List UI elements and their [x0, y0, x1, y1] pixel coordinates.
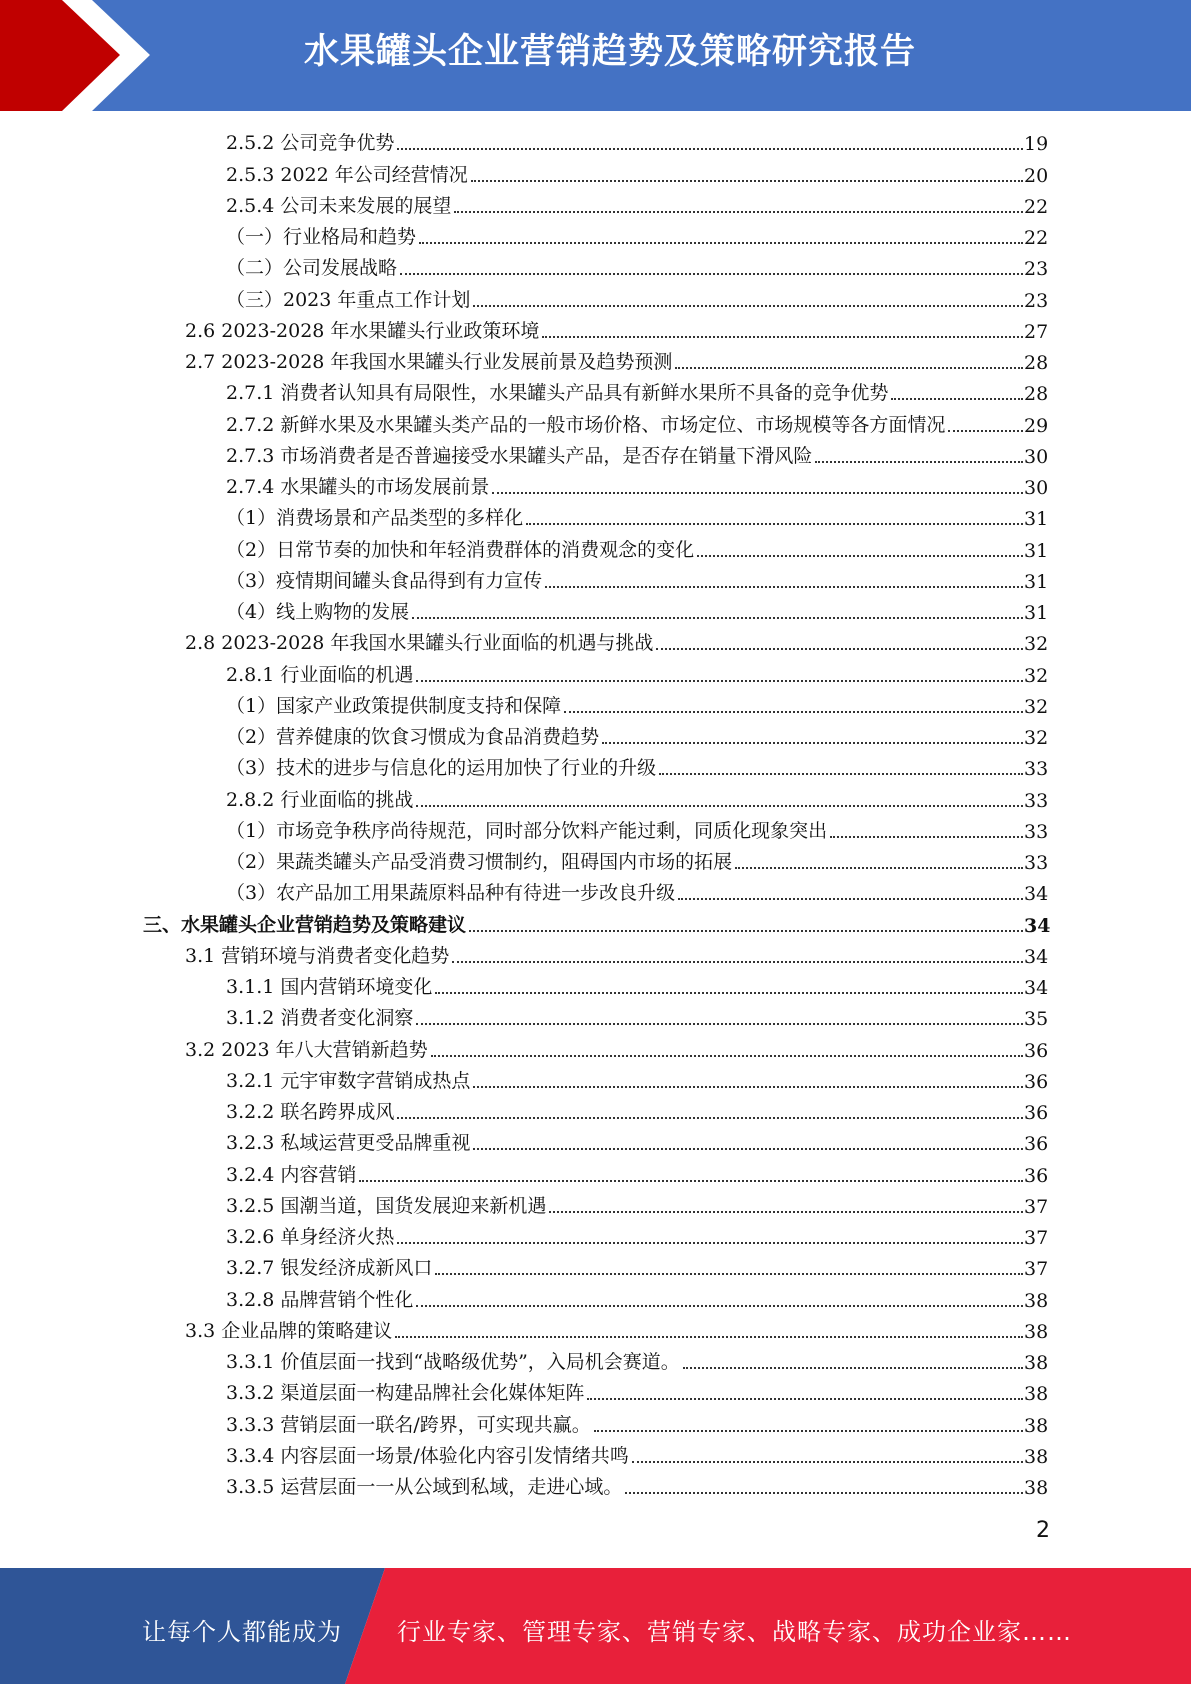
toc-leader-dots: [435, 992, 1023, 994]
toc-entry-title: 2.7 2023-2028 年我国水果罐头行业发展前景及趋势预测: [185, 351, 673, 373]
toc-entry[interactable]: [0, 846, 1191, 877]
toc-entry-title: 3.3.5 运营层面一一从公域到私域，走进心域。: [226, 1476, 623, 1498]
toc-entry[interactable]: [0, 533, 1191, 564]
toc-entry-title: （2）果蔬类罐头产品受消费习惯制约，阻碍国内市场的拓展: [226, 851, 733, 873]
report-title: 水果罐头企业营销趋势及策略研究报告: [303, 32, 916, 72]
toc-entry-title: （4）线上购物的发展: [226, 601, 410, 623]
toc-entry[interactable]: [0, 1033, 1191, 1064]
toc-entry-page: 23: [1024, 289, 1049, 312]
toc-entry-page: 33: [1024, 852, 1049, 874]
toc-entry[interactable]: [0, 1158, 1191, 1189]
toc-leader-dots: [545, 586, 1023, 588]
toc-leader-dots: [416, 680, 1023, 682]
toc-entry-title: 3.2.8 品牌营销个性化: [226, 1288, 414, 1311]
toc-leader-dots: [469, 930, 1023, 932]
toc-entry[interactable]: [0, 596, 1191, 627]
toc-entry-title: （1）消费场景和产品类型的多样化: [226, 507, 524, 530]
toc-leader-dots: [675, 367, 1023, 369]
toc-entry-title: 2.7.3 市场消费者是否普遍接受水果罐头产品，是否存在销量下滑风险: [226, 444, 813, 467]
toc-leader-dots: [542, 336, 1023, 338]
toc-leader-dots: [594, 1430, 1023, 1432]
toc-entry-page: 36: [1024, 1133, 1049, 1156]
toc-leader-dots: [416, 1305, 1023, 1307]
toc-leader-dots: [395, 1336, 1023, 1338]
toc-entry-page: 30: [1024, 445, 1049, 468]
toc-entry-title: 3.1.1 国内营销环境变化: [226, 976, 433, 998]
toc-entry[interactable]: [0, 752, 1191, 783]
toc-entry-title: 3.2.1 元宇审数字营销成热点: [226, 1069, 471, 1092]
toc-entry-title: 2.5.3 2022 年公司经营情况: [226, 163, 468, 186]
toc-leader-dots: [397, 1242, 1023, 1244]
toc-leader-dots: [400, 273, 1023, 275]
toc-entry-page: 36: [1024, 1039, 1049, 1062]
toc-entry-title: 3.2.3 私域运营更受品牌重视: [226, 1132, 471, 1155]
toc-entry[interactable]: [0, 565, 1191, 596]
toc-entry-page: 37: [1024, 1195, 1049, 1218]
toc-entry[interactable]: [0, 283, 1191, 314]
toc-entry[interactable]: [0, 783, 1191, 814]
toc-entry-page: 33: [1024, 820, 1049, 843]
toc-entry-title: 2.7.1 消费者认知具有局限性，水果罐头产品具有新鲜水果所不具备的竞争优势: [226, 382, 889, 405]
toc-entry-page: 34: [1024, 914, 1051, 937]
toc-entry-title: 2.8 2023-2028 年我国水果罐头行业面临的机遇与挑战: [185, 632, 654, 655]
toc-leader-dots: [471, 180, 1023, 182]
toc-entry-title: 3.3.2 渠道层面一构建品牌社会化媒体矩阵: [226, 1382, 585, 1405]
toc-entry[interactable]: [0, 877, 1191, 908]
toc-entry[interactable]: [0, 971, 1191, 1002]
toc-entry-page: 32: [1024, 695, 1049, 718]
toc-entry-title: 2.5.4 公司未来发展的展望: [226, 194, 452, 217]
toc-leader-dots: [359, 1180, 1023, 1182]
toc-entry-page: 33: [1024, 789, 1049, 812]
toc-entry[interactable]: [0, 690, 1191, 721]
toc-leader-dots: [416, 805, 1023, 807]
toc-leader-dots: [587, 1398, 1023, 1400]
toc-entry[interactable]: [0, 1190, 1191, 1221]
toc-entry[interactable]: [0, 502, 1191, 533]
toc-entry-page: 20: [1024, 164, 1049, 187]
toc-entry-page: 38: [1024, 1320, 1049, 1343]
toc-entry-page: 33: [1024, 758, 1049, 781]
toc-entry[interactable]: [0, 1221, 1191, 1252]
toc-entry[interactable]: [0, 158, 1191, 189]
toc-leader-dots: [625, 1492, 1023, 1494]
toc-entry-page: 22: [1024, 227, 1049, 249]
toc-entry[interactable]: [0, 408, 1191, 439]
toc-entry-page: 19: [1024, 133, 1049, 156]
toc-entry[interactable]: [0, 908, 1191, 939]
toc-entry-title: 3.3.3 营销层面一联名/跨界，可实现共赢。: [226, 1413, 591, 1436]
toc-leader-dots: [397, 1117, 1023, 1119]
toc-entry-title: （1）市场竞争秩序尚待规范，同时部分饮料产能过剩，同质化现象突出: [226, 819, 828, 842]
toc-leader-dots: [526, 523, 1023, 525]
toc-leader-dots: [735, 867, 1023, 869]
toc-entry-title: 3.2 2023 年八大营销新趋势: [185, 1038, 428, 1061]
toc-entry-title: 2.7.4 水果罐头的市场发展前景: [226, 476, 490, 498]
footer-slogan-left: 让每个人都能成为: [142, 1618, 342, 1646]
toc-entry[interactable]: [0, 1096, 1191, 1127]
toc-leader-dots: [412, 617, 1023, 619]
toc-entry-title: （3）技术的进步与信息化的运用加快了行业的升级: [226, 757, 657, 780]
toc-entry[interactable]: [0, 1127, 1191, 1158]
toc-entry-title: （3）疫情期间罐头食品得到有力宣传: [226, 569, 543, 592]
toc-leader-dots: [435, 1273, 1023, 1275]
footer-slogan-right: 行业专家、管理专家、营销专家、战略专家、成功企业家……: [397, 1618, 1072, 1646]
toc-entry-title: （2）日常节奏的加快和年轻消费群体的消费观念的变化: [226, 538, 695, 561]
toc-entry[interactable]: [0, 440, 1191, 471]
toc-entry[interactable]: [0, 471, 1191, 502]
toc-leader-dots: [473, 1148, 1023, 1150]
table-of-contents: [0, 127, 1191, 1502]
toc-entry[interactable]: [0, 221, 1191, 252]
toc-entry-page: 31: [1024, 570, 1049, 593]
toc-leader-dots: [830, 836, 1023, 838]
toc-entry[interactable]: [0, 315, 1191, 346]
toc-entry-page: 32: [1024, 727, 1049, 749]
toc-entry[interactable]: [0, 721, 1191, 752]
toc-leader-dots: [683, 1367, 1023, 1369]
toc-entry[interactable]: [0, 190, 1191, 221]
toc-entry-title: （三）2023 年重点工作计划: [226, 288, 471, 311]
toc-entry-page: 37: [1024, 1258, 1049, 1281]
toc-entry-title: （1）国家产业政策提供制度支持和保障: [226, 694, 562, 717]
toc-entry-title: （二）公司发展战略: [226, 257, 398, 280]
toc-entry-title: 2.8.1 行业面临的机遇: [226, 663, 414, 686]
toc-leader-dots: [416, 1023, 1023, 1025]
toc-entry-page: 35: [1024, 1008, 1049, 1031]
toc-entry[interactable]: [0, 627, 1191, 658]
toc-entry-title: 3.3.1 价值层面一找到“战略级优势”，入局机会赛道。: [226, 1351, 680, 1373]
toc-leader-dots: [431, 1055, 1023, 1057]
toc-entry-page: 32: [1024, 633, 1049, 656]
toc-entry[interactable]: [0, 658, 1191, 689]
toc-entry-title: 3.3.4 内容层面一场景/体验化内容引发情绪共鸣: [226, 1444, 629, 1467]
toc-entry-page: 34: [1024, 945, 1049, 968]
toc-entry[interactable]: [0, 1002, 1191, 1033]
toc-entry-page: 27: [1024, 320, 1049, 343]
toc-entry[interactable]: [0, 346, 1191, 377]
toc-entry-title: （2）营养健康的饮食习惯成为食品消费趋势: [226, 726, 600, 748]
toc-entry-title: 3.2.2 联名跨界成风: [226, 1101, 395, 1123]
toc-entry-page: 36: [1024, 1164, 1049, 1187]
toc-entry-page: 31: [1024, 602, 1049, 624]
page-header: [0, 0, 1191, 111]
toc-entry-page: 36: [1024, 1102, 1049, 1124]
toc-leader-dots: [454, 211, 1023, 213]
toc-leader-dots: [602, 742, 1023, 744]
toc-entry-page: 38: [1024, 1352, 1049, 1374]
toc-entry[interactable]: [0, 1283, 1191, 1314]
toc-leader-dots: [397, 148, 1023, 150]
toc-entry[interactable]: [0, 1471, 1191, 1502]
toc-entry-page: 38: [1024, 1477, 1049, 1499]
toc-leader-dots: [815, 461, 1023, 463]
toc-leader-dots: [659, 773, 1023, 775]
toc-leader-dots: [473, 1086, 1023, 1088]
toc-leader-dots: [697, 555, 1023, 557]
toc-entry-page: 32: [1024, 664, 1049, 687]
toc-entry-page: 31: [1024, 508, 1049, 531]
toc-entry[interactable]: [0, 1377, 1191, 1408]
toc-leader-dots: [948, 430, 1023, 432]
toc-entry[interactable]: [0, 1315, 1191, 1346]
toc-entry[interactable]: [0, 1065, 1191, 1096]
toc-entry[interactable]: [0, 377, 1191, 408]
toc-entry-title: 3.2.7 银发经济成新风口: [226, 1257, 433, 1280]
toc-entry-title: 3.2.6 单身经济火热: [226, 1226, 395, 1248]
toc-leader-dots: [419, 242, 1023, 244]
toc-entry-page: 31: [1024, 539, 1049, 562]
toc-leader-dots: [656, 648, 1023, 650]
toc-leader-dots: [549, 1211, 1023, 1213]
toc-entry-title: 3.1.2 消费者变化洞察: [226, 1007, 414, 1030]
toc-leader-dots: [891, 398, 1023, 400]
toc-entry-page: 38: [1024, 1445, 1049, 1468]
toc-entry[interactable]: [0, 127, 1191, 158]
page-number: 2: [1036, 1518, 1050, 1543]
toc-entry[interactable]: [0, 1408, 1191, 1439]
toc-entry[interactable]: [0, 252, 1191, 283]
toc-entry-page: 23: [1024, 258, 1049, 281]
toc-entry-title: 2.8.2 行业面临的挑战: [226, 788, 414, 811]
toc-entry-page: 30: [1024, 477, 1049, 499]
toc-entry-page: 29: [1024, 414, 1049, 437]
toc-entry-page: 38: [1024, 1383, 1049, 1406]
toc-entry[interactable]: [0, 1346, 1191, 1377]
toc-entry-title: 2.7.2 新鲜水果及水果罐头类产品的一般市场价格、市场定位、市场规模等各方面情况: [226, 413, 946, 436]
toc-entry-page: 34: [1024, 883, 1049, 906]
toc-leader-dots: [473, 305, 1023, 307]
toc-entry-title: 2.5.2 公司竞争优势: [226, 132, 395, 155]
toc-leader-dots: [632, 1461, 1023, 1463]
page-footer: [0, 1568, 1191, 1684]
toc-entry-page: 37: [1024, 1227, 1049, 1249]
toc-entry-page: 28: [1024, 352, 1049, 374]
toc-entry-title: 3.3 企业品牌的策略建议: [185, 1319, 393, 1342]
toc-entry-title: 3.1 营销环境与消费者变化趋势: [185, 944, 450, 967]
toc-entry-title: 3.2.4 内容营销: [226, 1163, 357, 1186]
toc-entry-title: 2.6 2023-2028 年水果罐头行业政策环境: [185, 319, 540, 342]
toc-leader-dots: [564, 711, 1023, 713]
toc-leader-dots: [452, 961, 1023, 963]
toc-entry-title: （3）农产品加工用果蔬原料品种有待进一步改良升级: [226, 882, 676, 905]
toc-entry-page: 38: [1024, 1289, 1049, 1312]
toc-entry-page: 28: [1024, 383, 1049, 406]
toc-entry-title: 3.2.5 国潮当道，国货发展迎来新机遇: [226, 1194, 547, 1217]
toc-entry-page: 38: [1024, 1414, 1049, 1437]
toc-entry-page: 22: [1024, 195, 1049, 218]
toc-leader-dots: [678, 898, 1023, 900]
toc-entry[interactable]: [0, 1440, 1191, 1471]
toc-entry-page: 34: [1024, 977, 1049, 999]
toc-entry-title: （一）行业格局和趋势: [226, 226, 417, 248]
toc-entry-page: 36: [1024, 1070, 1049, 1093]
toc-entry[interactable]: [0, 1252, 1191, 1283]
toc-entry[interactable]: [0, 815, 1191, 846]
toc-leader-dots: [492, 492, 1023, 494]
toc-entry[interactable]: [0, 940, 1191, 971]
toc-entry-title: 三、水果罐头企业营销趋势及策略建议: [143, 913, 467, 936]
